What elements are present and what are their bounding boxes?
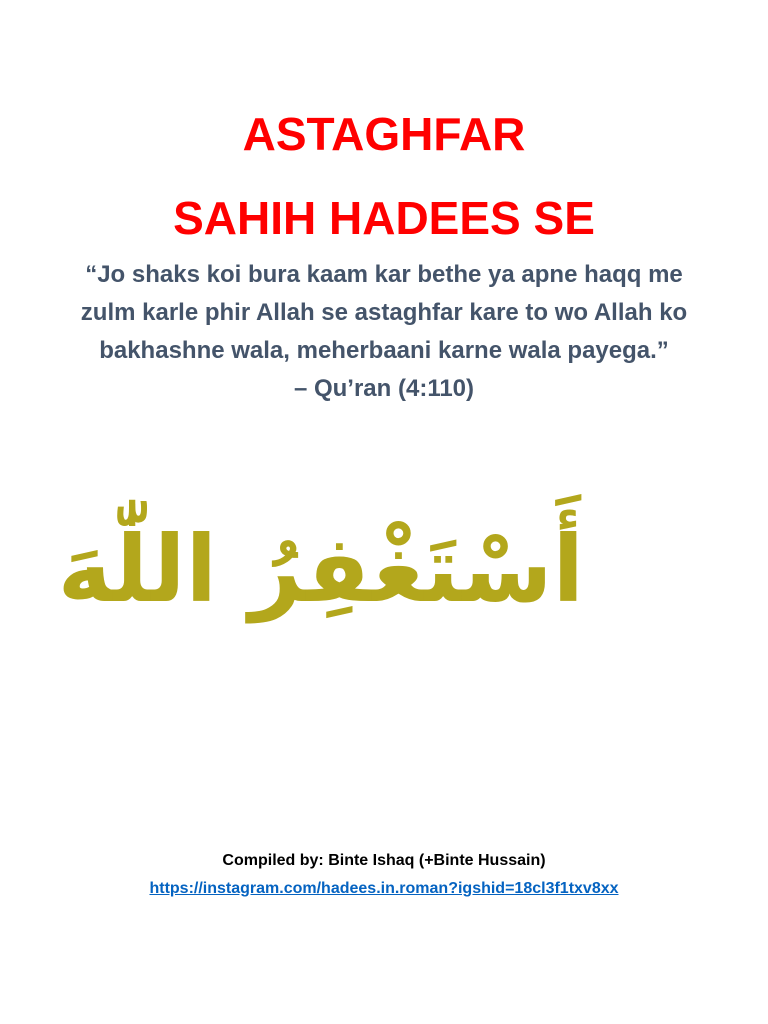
quote-block <box>60 256 708 408</box>
quote-line-1: “Jo shaks koi bura kaam kar bethe ya apne haqq me <box>85 261 683 288</box>
title-line-1: ASTAGHFAR <box>242 108 526 160</box>
title-line-2: SAHIH HADEES SE <box>173 192 595 244</box>
quote-citation: – Qu’ran (4:110) <box>293 375 475 402</box>
astaghfirullah-calligraphy: أَسْتَغْفِرُ اللّٰهَ <box>57 516 584 623</box>
quote-line-3: bakhashne wala, meherbaani karne wala payega.” <box>99 337 669 364</box>
instagram-link[interactable]: https://instagram.com/hadees.in.roman?igshid=18cl3f1txv8xx <box>149 880 619 897</box>
instagram-link-line <box>0 878 768 900</box>
compiled-by-text: Compiled by: Binte Ishaq (+Binte Hussain) <box>222 852 546 869</box>
quote-line-2: zulm karle phir Allah se astaghfar kare to wo Allah ko <box>80 299 688 326</box>
